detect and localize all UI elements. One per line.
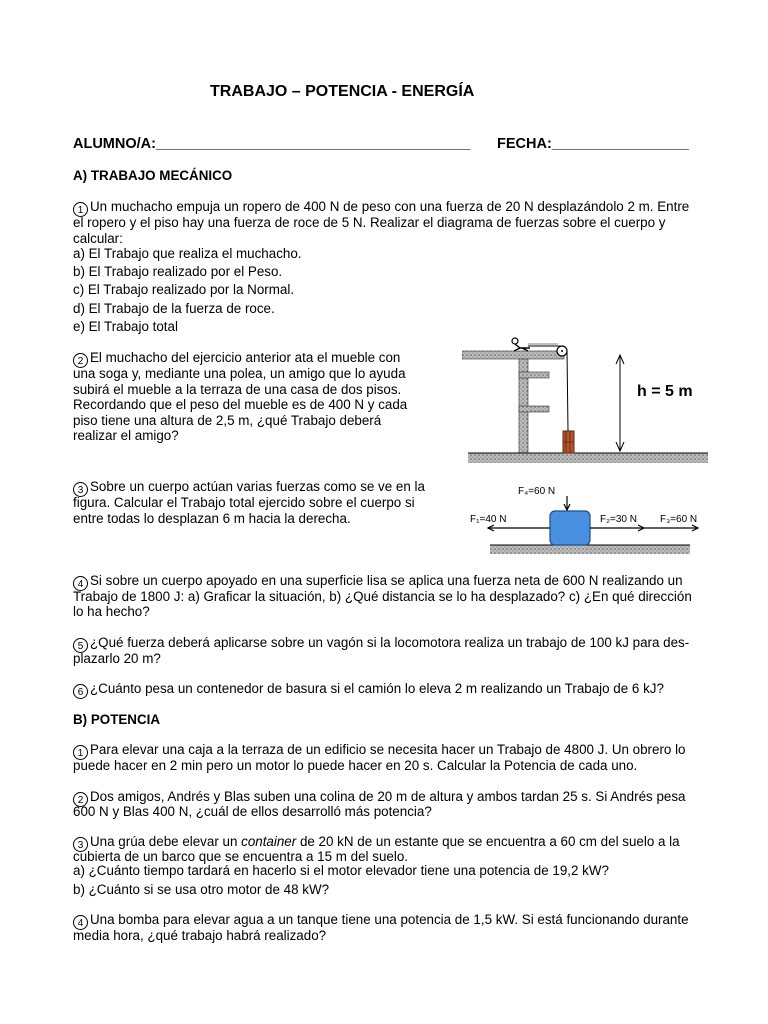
a4-line3: lo ha hecho? xyxy=(73,604,150,619)
a6-line1: 6 ¿Cuánto pesa un contenedor de basura si el camión lo eleva 2 m realizando un Trabajo de 6 kJ? xyxy=(73,681,664,699)
b2-line2: 600 N y Blas 400 N, ¿cuál de ellos desarrolló más potencia? xyxy=(73,804,432,819)
a2-line1: 2 El muchacho del ejercicio anterior ata el mueble con xyxy=(73,350,400,368)
b3-line1: 3 Una grúa debe elevar un container de 20 kN de un estante que se encuentra a 60 cm del suelo a la xyxy=(73,834,680,852)
upper-ledge xyxy=(519,372,549,378)
surface xyxy=(490,545,690,554)
date-field[interactable]: FECHA:_________________ xyxy=(497,136,689,152)
person-head xyxy=(512,338,518,344)
force-f4-label: F₄=60 N xyxy=(518,486,556,497)
a2-line6: realizar el amigo? xyxy=(73,428,179,443)
b2-line1: 2 Dos amigos, Andrés y Blas suben una colina de 20 m de altura y ambos tardan 25 s. Si Andrés pesa xyxy=(73,789,685,807)
a5-line2: plazarlo 20 m? xyxy=(73,651,161,666)
b4-line1: 4 Una bomba para elevar agua a un tanque tiene una potencia de 1,5 kW. Si está funcionando durante xyxy=(73,912,689,930)
b4-line2: media hora, ¿qué trabajo habrá realizado? xyxy=(73,928,327,943)
a1-line1: 1 Un muchacho empuja un ropero de 400 N de peso con una fuerza de 20 N desplazándolo 2 m. Entre xyxy=(73,199,689,217)
force-f3-label: F₃=60 N xyxy=(660,514,698,525)
number-3-icon: 3 xyxy=(73,837,88,852)
number-6-icon: 6 xyxy=(73,684,88,699)
student-name-field[interactable]: ALUMNO/A:_______________________________________ xyxy=(73,136,471,152)
roof-slab xyxy=(462,351,564,359)
ground xyxy=(468,453,708,463)
b3-line2: cubierta de un barco que se encuentra a 15 m del suelo. xyxy=(73,849,408,864)
a1-item-a: a) El Trabajo que realiza el muchacho. xyxy=(73,246,302,261)
lower-ledge xyxy=(519,406,549,412)
number-2-icon: 2 xyxy=(73,353,88,368)
section-b-heading: B) POTENCIA xyxy=(73,712,161,727)
a1-item-b: b) El Trabajo realizado por el Peso. xyxy=(73,264,283,279)
a2-line2: una soga y, mediante una polea, un amigo que lo ayuda xyxy=(73,366,406,381)
a4-line2: Trabajo de 1800 J: a) Graficar la situación, b) ¿Qué distancia se lo ha desplazado? c) ¿En qué dirección xyxy=(73,589,692,604)
forces-figure xyxy=(466,480,702,560)
height-label: h = 5 m xyxy=(637,383,693,400)
a1-line3: calcular: xyxy=(73,231,123,246)
b3-item-a: a) ¿Cuánto tiempo tardará en hacerlo si el motor elevador tiene una potencia de 19,2 kW? xyxy=(73,863,609,878)
number-1-icon: 1 xyxy=(73,202,88,217)
a1-item-d: d) El Trabajo de la fuerza de roce. xyxy=(73,301,275,316)
pulley-building-figure xyxy=(462,334,712,469)
section-a-heading: A) TRABAJO MECÁNICO xyxy=(73,168,233,183)
a1-item-c: c) El Trabajo realizado por la Normal. xyxy=(73,282,295,297)
number-3-icon: 3 xyxy=(73,482,88,497)
b1-line2: puede hacer en 2 min pero un motor lo puede hacer en 20 s. Calcular la Potencia de cada uno. xyxy=(73,758,638,773)
a2-line5: piso tiene una altura de 2,5 m, ¿qué Trabajo deberá xyxy=(73,413,382,428)
page-title: TRABAJO – POTENCIA - ENERGÍA xyxy=(210,83,475,100)
a4-line1: 4 Si sobre un cuerpo apoyado en una superficie lisa se aplica una fuerza neta de 600 N realizando un xyxy=(73,573,683,591)
a3-line3: entre todas lo desplazan 6 m hacia la derecha. xyxy=(73,511,351,526)
a1-item-e: e) El Trabajo total xyxy=(73,319,178,334)
number-4-icon: 4 xyxy=(73,576,88,591)
b1-line1: 1 Para elevar una caja a la terraza de un edificio se necesita hacer un Trabajo de 4800 J. Un obrero lo xyxy=(73,742,686,760)
b3-item-b: b) ¿Cuánto si se usa otro motor de 48 kW? xyxy=(73,882,330,897)
force-f2-label: F₂=30 N xyxy=(600,514,637,525)
body-block xyxy=(550,511,590,545)
a3-line1: 3 Sobre un cuerpo actúan varias fuerzas como se ve en la xyxy=(73,479,425,497)
a3-line2: figura. Calcular el Trabajo total ejercido sobre el cuerpo si xyxy=(73,495,415,510)
number-4-icon: 4 xyxy=(73,915,88,930)
a2-line3: subirá el mueble a la terraza de una casa de dos pisos. xyxy=(73,382,402,397)
number-5-icon: 5 xyxy=(73,638,88,653)
force-f1-label: F₁=40 N xyxy=(470,514,507,525)
a2-line4: Recordando que el peso del mueble es de 400 N y cada xyxy=(73,397,408,412)
a1-line2: el ropero y el piso hay una fuerza de roce de 5 N. Realizar el diagrama de fuerzas sobre el cuerpo y xyxy=(73,215,666,230)
number-2-icon: 2 xyxy=(73,792,88,807)
number-1-icon: 1 xyxy=(73,745,88,760)
person-body xyxy=(514,344,530,351)
a5-line1: 5 ¿Qué fuerza deberá aplicarse sobre un vagón si la locomotora realiza un trabajo de 100 kJ para des- xyxy=(73,635,689,653)
